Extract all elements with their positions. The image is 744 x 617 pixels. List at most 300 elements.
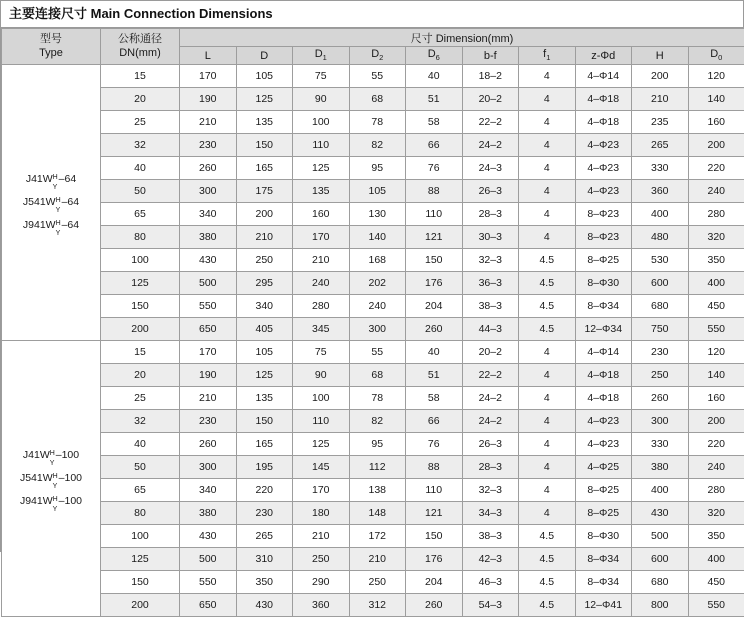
cell-L: 300 [180,180,237,203]
table-row [2,456,744,479]
cell-D1: 90 [293,88,350,111]
cell-D0: 280 [688,203,744,226]
table-row [2,502,744,525]
header-col-L: L [180,47,237,65]
cell-zd: 4–Φ14 [575,341,632,364]
cell-dn: 25 [101,387,180,410]
cell-D2: 105 [349,180,406,203]
cell-D0: 350 [688,249,744,272]
cell-D1: 170 [293,226,350,249]
cell-dn: 15 [101,65,180,88]
cell-bf: 28–3 [462,456,519,479]
cell-L: 260 [180,157,237,180]
header-type-cn: 型号 [2,33,100,47]
cell-D0: 400 [688,272,744,295]
cell-dn: 32 [101,134,180,157]
cell-H: 400 [632,203,689,226]
cell-D2: 140 [349,226,406,249]
cell-D0: 160 [688,111,744,134]
cell-f1: 4 [519,88,576,111]
cell-D0: 400 [688,548,744,571]
cell-D0: 140 [688,88,744,111]
cell-f1: 4 [519,364,576,387]
cell-D6: 150 [406,525,463,548]
cell-D: 230 [236,502,293,525]
cell-D6: 260 [406,594,463,617]
cell-D: 220 [236,479,293,502]
cell-L: 650 [180,318,237,341]
cell-zd: 8–Φ34 [575,571,632,594]
cell-dn: 150 [101,295,180,318]
header-col-D6: $D_6$ [406,47,463,65]
cell-D: 350 [236,571,293,594]
cell-f1: 4 [519,479,576,502]
cell-zd: 8–Φ23 [575,226,632,249]
table-row [2,134,744,157]
cell-bf: 20–2 [462,88,519,111]
table-row [2,479,744,502]
cell-bf: 38–3 [462,295,519,318]
cell-zd: 8–Φ34 [575,548,632,571]
table-row [2,433,744,456]
cell-bf: 54–3 [462,594,519,617]
cell-D6: 121 [406,502,463,525]
cell-L: 170 [180,65,237,88]
cell-D2: 300 [349,318,406,341]
cell-dn: 200 [101,318,180,341]
cell-f1: 4.5 [519,571,576,594]
cell-H: 250 [632,364,689,387]
cell-zd: 4–Φ23 [575,410,632,433]
cell-H: 600 [632,548,689,571]
cell-D2: 82 [349,134,406,157]
cell-L: 340 [180,203,237,226]
cell-H: 300 [632,410,689,433]
table-row [2,249,744,272]
cell-D: 165 [236,433,293,456]
cell-D1: 210 [293,525,350,548]
cell-D2: 130 [349,203,406,226]
cell-D0: 450 [688,295,744,318]
cell-L: 190 [180,364,237,387]
cell-zd: 4–Φ23 [575,180,632,203]
table-row [2,571,744,594]
cell-dn: 100 [101,249,180,272]
cell-zd: 4–Φ14 [575,65,632,88]
cell-D: 265 [236,525,293,548]
cell-L: 430 [180,525,237,548]
cell-D2: 95 [349,157,406,180]
cell-L: 500 [180,272,237,295]
cell-D1: 250 [293,548,350,571]
cell-dn: 50 [101,456,180,479]
cell-D0: 240 [688,456,744,479]
cell-bf: 32–3 [462,479,519,502]
cell-D2: 138 [349,479,406,502]
cell-D0: 350 [688,525,744,548]
cell-D: 165 [236,157,293,180]
cell-D0: 240 [688,180,744,203]
cell-H: 680 [632,295,689,318]
cell-D2: 210 [349,548,406,571]
cell-D2: 68 [349,364,406,387]
cell-bf: 20–2 [462,341,519,364]
cell-H: 530 [632,249,689,272]
cell-D: 135 [236,387,293,410]
cell-bf: 28–3 [462,203,519,226]
header-col-D: D [236,47,293,65]
table-row [2,410,744,433]
cell-L: 230 [180,410,237,433]
cell-D: 200 [236,203,293,226]
cell-D: 105 [236,65,293,88]
cell-L: 260 [180,433,237,456]
header-col-D0: $D_0$ [688,47,744,65]
cell-f1: 4.5 [519,318,576,341]
cell-L: 300 [180,456,237,479]
cell-D6: 204 [406,295,463,318]
cell-H: 500 [632,525,689,548]
cell-D: 210 [236,226,293,249]
cell-H: 230 [632,341,689,364]
cell-D2: 112 [349,456,406,479]
cell-D1: 75 [293,65,350,88]
cell-D2: 68 [349,88,406,111]
cell-f1: 4 [519,226,576,249]
cell-D6: 76 [406,433,463,456]
table-row [2,157,744,180]
cell-D: 135 [236,111,293,134]
cell-D2: 240 [349,295,406,318]
cell-D1: 160 [293,203,350,226]
cell-D2: 168 [349,249,406,272]
cell-D6: 51 [406,364,463,387]
cell-zd: 8–Φ25 [575,502,632,525]
table-row [2,525,744,548]
cell-f1: 4 [519,111,576,134]
cell-D0: 320 [688,502,744,525]
header-col-zd: z-Φd [575,47,632,65]
cell-D1: 125 [293,433,350,456]
cell-D2: 55 [349,65,406,88]
cell-H: 480 [632,226,689,249]
cell-D0: 550 [688,594,744,617]
cell-D1: 240 [293,272,350,295]
cell-dn: 125 [101,272,180,295]
cell-D: 295 [236,272,293,295]
type-label: J941W H Y –64 [23,220,79,231]
cell-D1: 290 [293,571,350,594]
cell-f1: 4.5 [519,525,576,548]
table-row [2,65,744,88]
cell-D1: 345 [293,318,350,341]
cell-D1: 75 [293,341,350,364]
header-dn-cn: 公称通径 [101,33,179,47]
cell-dn: 100 [101,525,180,548]
cell-bf: 30–3 [462,226,519,249]
cell-f1: 4 [519,410,576,433]
cell-L: 340 [180,479,237,502]
cell-zd: 4–Φ23 [575,157,632,180]
cell-H: 360 [632,180,689,203]
cell-f1: 4.5 [519,272,576,295]
cell-bf: 34–3 [462,502,519,525]
cell-zd: 8–Φ25 [575,479,632,502]
cell-L: 210 [180,111,237,134]
cell-D0: 200 [688,410,744,433]
cell-D: 105 [236,341,293,364]
cell-H: 680 [632,571,689,594]
table-header [2,29,744,65]
cell-zd: 8–Φ34 [575,295,632,318]
cell-L: 500 [180,548,237,571]
cell-f1: 4 [519,203,576,226]
cell-bf: 36–3 [462,272,519,295]
type-label: J541W H Y –100 [20,473,82,484]
cell-zd: 8–Φ30 [575,525,632,548]
cell-D6: 58 [406,387,463,410]
cell-bf: 24–2 [462,134,519,157]
table-row [2,548,744,571]
cell-H: 330 [632,157,689,180]
cell-L: 550 [180,295,237,318]
cell-zd: 4–Φ18 [575,387,632,410]
cell-D6: 88 [406,180,463,203]
cell-dn: 32 [101,410,180,433]
cell-D2: 148 [349,502,406,525]
cell-bf: 46–3 [462,571,519,594]
cell-D1: 125 [293,157,350,180]
cell-dn: 65 [101,203,180,226]
cell-D6: 176 [406,548,463,571]
cell-f1: 4.5 [519,594,576,617]
cell-D0: 220 [688,157,744,180]
page-title: 主要连接尺寸 Main Connection Dimensions [1,1,743,28]
cell-f1: 4 [519,134,576,157]
cell-H: 200 [632,65,689,88]
cell-D1: 180 [293,502,350,525]
cell-bf: 18–2 [462,65,519,88]
cell-H: 260 [632,387,689,410]
cell-D1: 110 [293,410,350,433]
cell-D2: 55 [349,341,406,364]
cell-D6: 110 [406,203,463,226]
cell-D2: 312 [349,594,406,617]
cell-bf: 24–2 [462,410,519,433]
type-group-cell [2,65,101,341]
cell-D6: 58 [406,111,463,134]
cell-f1: 4 [519,456,576,479]
cell-bf: 32–3 [462,249,519,272]
cell-zd: 4–Φ18 [575,88,632,111]
cell-D6: 260 [406,318,463,341]
cell-D2: 78 [349,387,406,410]
cell-D1: 100 [293,111,350,134]
cell-L: 380 [180,502,237,525]
type-label: J941W H Y –100 [20,496,82,507]
cell-L: 230 [180,134,237,157]
cell-dn: 80 [101,502,180,525]
cell-D0: 550 [688,318,744,341]
table-row [2,341,744,364]
header-dimension-group: 尺寸 Dimension(mm) [180,29,744,47]
cell-zd: 8–Φ30 [575,272,632,295]
table-row [2,203,744,226]
main-connection-dimensions-table [1,28,744,617]
cell-bf: 24–3 [462,157,519,180]
cell-D1: 210 [293,249,350,272]
cell-D2: 82 [349,410,406,433]
cell-dn: 150 [101,571,180,594]
cell-H: 235 [632,111,689,134]
table-row [2,387,744,410]
table-row [2,111,744,134]
cell-D6: 204 [406,571,463,594]
header-dn-en: DN(mm) [101,47,179,61]
cell-D: 405 [236,318,293,341]
cell-dn: 200 [101,594,180,617]
table-row [2,180,744,203]
header-col-f1: $f_1$ [519,47,576,65]
cell-D0: 320 [688,226,744,249]
cell-zd: 4–Φ23 [575,433,632,456]
cell-D2: 95 [349,433,406,456]
cell-dn: 20 [101,364,180,387]
cell-H: 400 [632,479,689,502]
cell-f1: 4 [519,180,576,203]
cell-D6: 121 [406,226,463,249]
cell-D: 150 [236,410,293,433]
cell-zd: 4–Φ25 [575,456,632,479]
cell-dn: 50 [101,180,180,203]
cell-D1: 135 [293,180,350,203]
cell-f1: 4.5 [519,548,576,571]
table-row [2,318,744,341]
cell-D2: 250 [349,571,406,594]
header-dn [101,29,180,65]
cell-dn: 15 [101,341,180,364]
cell-bf: 44–3 [462,318,519,341]
cell-bf: 22–2 [462,111,519,134]
cell-D: 430 [236,594,293,617]
cell-H: 600 [632,272,689,295]
cell-zd: 12–Φ34 [575,318,632,341]
cell-H: 800 [632,594,689,617]
cell-H: 750 [632,318,689,341]
cell-D6: 110 [406,479,463,502]
cell-D1: 360 [293,594,350,617]
cell-L: 430 [180,249,237,272]
cell-zd: 8–Φ25 [575,249,632,272]
cell-dn: 40 [101,433,180,456]
header-col-H: H [632,47,689,65]
cell-D0: 280 [688,479,744,502]
cell-zd: 12–Φ41 [575,594,632,617]
cell-f1: 4 [519,387,576,410]
header-type [2,29,101,65]
cell-D: 125 [236,364,293,387]
cell-L: 550 [180,571,237,594]
table-row [2,226,744,249]
cell-D6: 88 [406,456,463,479]
cell-D6: 66 [406,134,463,157]
cell-D: 175 [236,180,293,203]
cell-D: 340 [236,295,293,318]
cell-D0: 140 [688,364,744,387]
cell-dn: 80 [101,226,180,249]
cell-D2: 78 [349,111,406,134]
table-row [2,295,744,318]
cell-f1: 4.5 [519,249,576,272]
cell-bf: 26–3 [462,180,519,203]
cell-D: 310 [236,548,293,571]
table-row [2,364,744,387]
table-body [2,65,744,617]
header-col-D1: $D_1$ [293,47,350,65]
cell-dn: 25 [101,111,180,134]
type-label: J41W H Y –64 [26,174,76,185]
header-type-en: Type [2,47,100,61]
cell-D0: 120 [688,65,744,88]
type-label: J541W H Y –64 [23,197,79,208]
cell-dn: 20 [101,88,180,111]
cell-D6: 40 [406,65,463,88]
cell-D6: 150 [406,249,463,272]
cell-dn: 65 [101,479,180,502]
cell-dn: 40 [101,157,180,180]
header-col-bf: b-f [462,47,519,65]
cell-D0: 450 [688,571,744,594]
cell-zd: 4–Φ18 [575,364,632,387]
cell-H: 210 [632,88,689,111]
cell-D1: 90 [293,364,350,387]
cell-D2: 172 [349,525,406,548]
cell-f1: 4 [519,433,576,456]
cell-L: 210 [180,387,237,410]
cell-zd: 4–Φ23 [575,134,632,157]
cell-L: 170 [180,341,237,364]
cell-H: 265 [632,134,689,157]
cell-bf: 26–3 [462,433,519,456]
cell-dn: 125 [101,548,180,571]
cell-D: 125 [236,88,293,111]
header-row-1 [2,29,744,47]
type-label: J41W H Y –100 [23,450,79,461]
cell-D0: 200 [688,134,744,157]
cell-bf: 22–2 [462,364,519,387]
cell-D6: 176 [406,272,463,295]
cell-D: 150 [236,134,293,157]
cell-bf: 42–3 [462,548,519,571]
cell-D: 250 [236,249,293,272]
cell-f1: 4 [519,502,576,525]
table-row [2,88,744,111]
cell-f1: 4.5 [519,295,576,318]
cell-bf: 24–2 [462,387,519,410]
cell-bf: 38–3 [462,525,519,548]
cell-D1: 170 [293,479,350,502]
type-group-cell [2,341,101,617]
cell-L: 190 [180,88,237,111]
cell-D0: 220 [688,433,744,456]
cell-H: 330 [632,433,689,456]
cell-H: 380 [632,456,689,479]
table-row [2,272,744,295]
cell-zd: 8–Φ23 [575,203,632,226]
table-row [2,594,744,617]
cell-D0: 120 [688,341,744,364]
header-col-D2: $D_2$ [349,47,406,65]
